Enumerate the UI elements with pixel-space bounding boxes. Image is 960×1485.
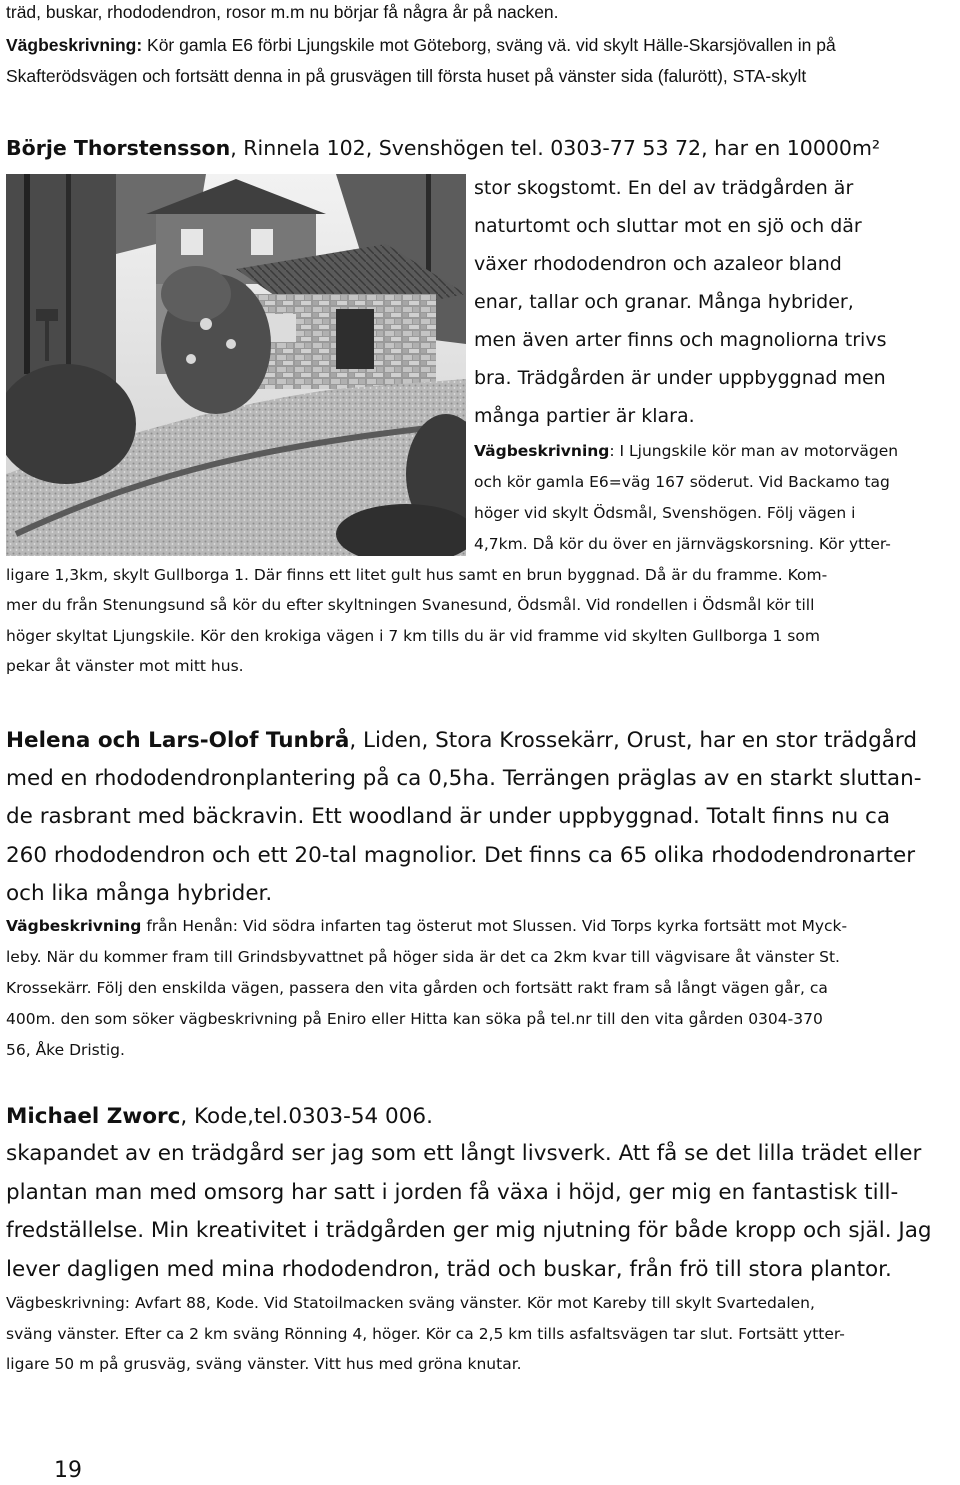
entry-text-line: och lika många hybrider. xyxy=(6,881,273,906)
garden-owner-name: Helena och Lars-Olof Tunbrå xyxy=(6,728,350,753)
entry-text-line: fredställelse. Min kreativitet i trädgården ger mig njutning för både kropp och själ. Jag xyxy=(6,1218,932,1243)
entry-text-line: de rasbrant med bäckravin. Ett woodland är under uppbyggnad. Totalt finns nu ca xyxy=(6,804,891,829)
intro-line: Skafterödsvägen och fortsätt denna in på grusvägen till första huset på vänster sida (falurött), STA-skylt xyxy=(6,66,807,86)
entry-heading-text: , Liden, Stora Krossekärr, Orust, har en stor trädgård xyxy=(349,728,918,753)
entry-text-line: enar, tallar och granar. Många hybrider, xyxy=(474,291,854,313)
garden-house-photo xyxy=(6,174,466,556)
directions-label: Vägbeskrivning: xyxy=(6,35,143,55)
directions-text: från Henån: Vid södra infarten tag österut mot Slussen. Vid Torps kyrka fortsätt mot Myck- xyxy=(141,917,848,935)
directions-label: Vägbeskrivning xyxy=(474,442,610,460)
entry-directions-line: Vägbeskrivning: Avfart 88, Kode. Vid Statoilmacken sväng vänster. Kör mot Kareby till skylt Svartedalen, xyxy=(6,1294,815,1312)
directions-text: : I Ljungskile kör man av motorvägen xyxy=(609,442,899,460)
entry-directions-line: Krossekärr. Följ den enskilda vägen, passera den vita gården och fortsätt rakt fram så långt vägen går, ca xyxy=(6,979,828,997)
entry-directions-line: 56, Åke Dristig. xyxy=(6,1041,125,1059)
entry-directions-line: ligare 1,3km, skylt Gullborga 1. Där finns ett litet gult hus samt en brun byggnad. Då är du framme. Kom- xyxy=(6,566,828,584)
garden-owner-name: Börje Thorstensson xyxy=(6,136,231,160)
entry-heading xyxy=(6,136,880,160)
garden-owner-name: Michael Zworc xyxy=(6,1104,181,1129)
directions-text: Kör gamla E6 förbi Ljungskile mot Göteborg, sväng vä. vid skylt Hälle-Skarsjövallen in på xyxy=(142,35,836,55)
entry-directions-line: höger skyltat Ljungskile. Kör den krokiga vägen i 7 km tills du är vid framme vid skylten Gullborga 1 som xyxy=(6,627,820,645)
entry-text-line: men även arter finns och magnoliorna trivs xyxy=(474,329,887,351)
entry-text-line: skapandet av en trädgård ser jag som ett långt livsverk. Att få se det lilla trädet eller xyxy=(6,1141,922,1166)
entry-text-line: bra. Trädgården är under uppbyggnad men xyxy=(474,367,886,389)
entry-text-line: 260 rhododendron och ett 20-tal magnolior. Det finns ca 65 olika rhododendronarter xyxy=(6,843,916,868)
entry-directions-line: och kör gamla E6=väg 167 söderut. Vid Backamo tag xyxy=(474,473,890,491)
entry-directions-line: höger vid skylt Ödsmål, Svenshögen. Följ vägen i xyxy=(474,504,856,522)
directions-label: Vägbeskrivning xyxy=(6,917,142,935)
entry-directions-line: sväng vänster. Efter ca 2 km sväng Rönning 4, höger. Kör ca 2,5 km tills asfaltsvägen tar slut. Fortsätt ytter- xyxy=(6,1325,845,1343)
entry-text-line: plantan man med omsorg har satt i jorden få växa i höjd, ger mig en fantastisk till- xyxy=(6,1180,899,1205)
entry-directions-line xyxy=(6,917,847,935)
entry-heading xyxy=(6,1104,433,1129)
page-number: 19 xyxy=(54,1458,82,1483)
entry-text-line: stor skogstomt. En del av trädgården är xyxy=(474,177,854,199)
entry-text-line: naturtomt och sluttar mot en sjö och där xyxy=(474,215,862,237)
entry-directions-line xyxy=(474,442,898,460)
entry-directions-line: 400m. den som söker vägbeskrivning på Eniro eller Hitta kan söka på tel.nr till den vita gården 0304-370 xyxy=(6,1010,823,1028)
entry-directions-line: leby. När du kommer fram till Grindsbyvattnet på höger sida är det ca 2km kvar till vägvisare åt vänster St. xyxy=(6,948,840,966)
entry-directions-line: ligare 50 m på grusväg, sväng vänster. Vitt hus med gröna knutar. xyxy=(6,1355,522,1373)
entry-directions-line: pekar åt vänster mot mitt hus. xyxy=(6,657,244,675)
entry-heading-text: , Rinnela 102, Svenshögen tel. 0303-77 53 72, har en 10000m² xyxy=(230,136,881,160)
entry-text-line: många partier är klara. xyxy=(474,405,695,427)
entry-text-line: växer rhododendron och azaleor bland xyxy=(474,253,842,275)
entry-text-line: med en rhododendronplantering på ca 0,5ha. Terrängen präglas av en starkt sluttan- xyxy=(6,766,922,791)
intro-line: träd, buskar, rhododendron, rosor m.m nu börjar få några år på nacken. xyxy=(6,2,559,22)
intro-directions-line xyxy=(6,35,836,56)
entry-text-line: lever dagligen med mina rhododendron, träd och buskar, från frö till stora plantor. xyxy=(6,1257,892,1282)
entry-heading xyxy=(6,728,917,753)
entry-directions-line: mer du från Stenungsund så kör du efter skyltningen Svanesund, Ödsmål. Vid rondellen i Ödsmål kör till xyxy=(6,596,815,614)
entry-directions-line: 4,7km. Då kör du över en järnvägskorsning. Kör ytter- xyxy=(474,535,891,553)
entry-heading-text: , Kode,tel.0303-54 006. xyxy=(180,1104,433,1129)
